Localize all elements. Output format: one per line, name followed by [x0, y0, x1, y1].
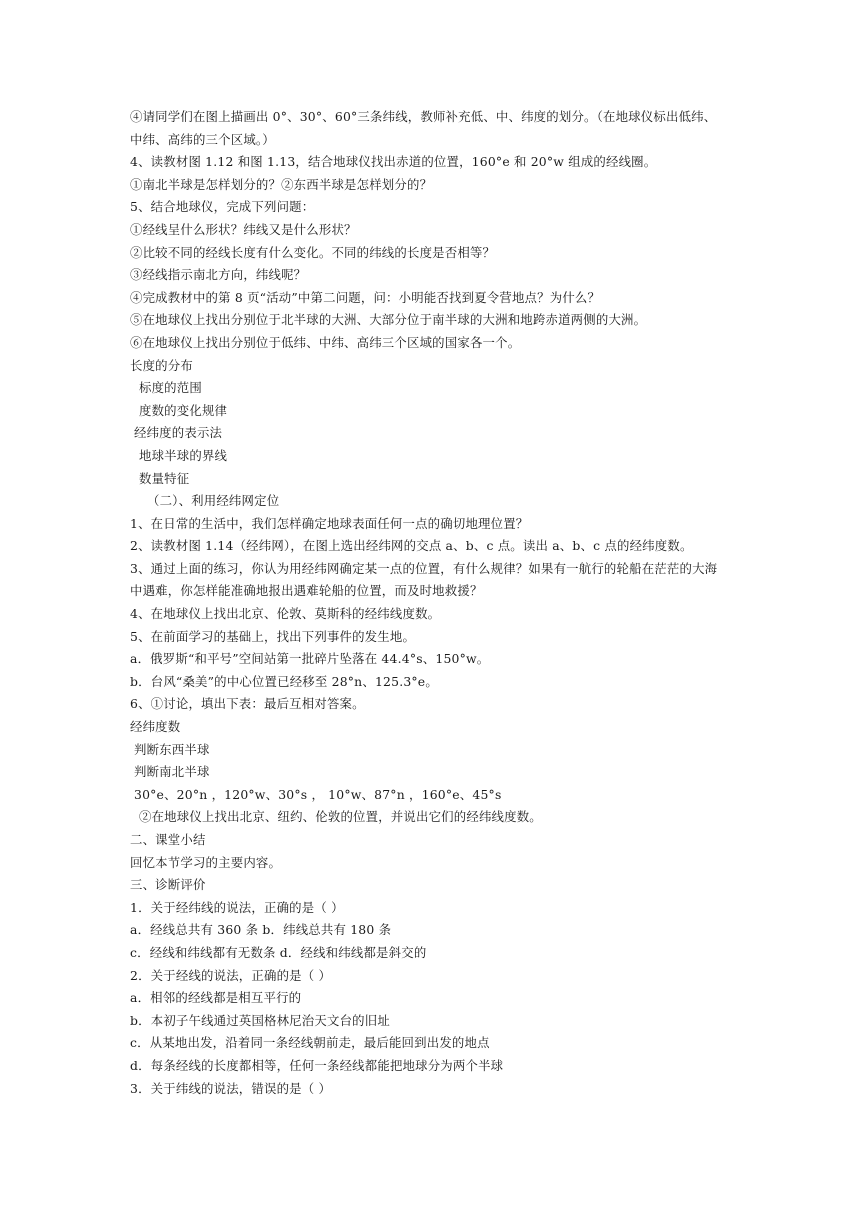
text-line: ②比较不同的经线长度有什么变化。不同的纬线的长度是否相等？ — [130, 244, 496, 260]
text-line: 5、在前面学习的基础上，找出下列事件的发生地。 — [130, 628, 416, 644]
text-line: 地球半球的界线 — [139, 447, 228, 463]
text-line: ①经线呈什么形状？纬线又是什么形状？ — [130, 221, 357, 237]
text-line: 回忆本节学习的主要内容。 — [130, 854, 282, 870]
text-line: 经纬度数 — [130, 719, 181, 735]
option-line: a．相邻的经线都是相互平行的 — [130, 990, 302, 1006]
text-line: 5、结合地球仪，完成下列问题： — [130, 199, 315, 215]
text-line: 数量特征 — [139, 470, 190, 486]
text-line: ①南北半球是怎样划分的？②东西半球是怎样划分的？ — [130, 176, 433, 192]
option-line: d．每条经线的长度都相等，任何一条经线都能把地球分为两个半球 — [130, 1057, 504, 1073]
option-line: a．经线总共有 360 条 b．纬线总共有 180 条 — [130, 922, 392, 938]
section-heading: （二）、利用经纬网定位 — [147, 493, 280, 509]
question-line: 1．关于经纬线的说法，正确的是（ ） — [130, 899, 344, 915]
text-line: b．台风“桑美”的中心位置已经移至 28°n、125.3°e。 — [130, 673, 438, 689]
text-line: ④请同学们在图上描画出 0°、30°、60°三条纬线，教师补充低、中、纬度的划分。（在地球仪标出低纬、 — [130, 109, 717, 124]
text-line: 标度的范围 — [139, 380, 202, 396]
text-line: ⑤在地球仪上找出分别位于北半球的大洲、大部分位于南半球的大洲和地跨赤道两侧的大洲。 — [130, 312, 647, 328]
text-line: ②在地球仪上找出北京、纽约、伦敦的位置，并说出它们的经纬线度数。 — [139, 809, 542, 825]
section-heading: 二、课堂小结 — [130, 832, 206, 847]
text-line: 4、在地球仪上找出北京、伦敦、莫斯科的经纬线度数。 — [130, 606, 441, 622]
text-line: a．俄罗斯“和平号”空间站第一批碎片坠落在 44.4°s、150°w。 — [130, 651, 490, 667]
text-line: 长度的分布 — [130, 357, 193, 373]
document-page — [130, 106, 730, 1100]
text-line: ③经线指示南北方向，纬线呢？ — [130, 267, 307, 283]
text-line: 30°e、20°n ，120°w、30°s ， 10°w、87°n ，160°e、45°s — [134, 786, 502, 802]
question-line: 2．关于经线的说法，正确的是（ ） — [130, 967, 332, 983]
option-line: c．从某地出发，沿着同一条经线朝前走，最后能回到出发的地点 — [130, 1035, 490, 1051]
text-line: 6、①讨论，填出下表：最后互相对答案。 — [130, 696, 365, 712]
section-heading: 三、诊断评价 — [130, 877, 206, 893]
text-line: 1、在日常的生活中，我们怎样确定地球表面任何一点的确切地理位置？ — [130, 515, 529, 531]
text-line: 中遇难，你怎样能准确地报出遇难轮船的位置，而及时地救援？ — [130, 583, 483, 599]
text-line: ⑥在地球仪上找出分别位于低纬、中纬、高纬三个区域的国家各一个。 — [130, 334, 521, 350]
text-line: 4、读教材图 1.12 和图 1.13，结合地球仪找出赤道的位置，160°e 和 20°w 组成的经线圈。 — [130, 154, 657, 170]
text-line: 经纬度的表示法 — [134, 425, 223, 441]
text-line: 中纬、高纬的三个区域。） — [130, 131, 275, 147]
text-line: 2、读教材图 1.14（经纬网），在图上选出经纬网的交点 a、b、c 点。读出 a、b、c 点的经纬度数。 — [130, 538, 693, 554]
text-line: 判断东西半球 — [134, 741, 210, 757]
question-line: 3．关于纬线的说法，错误的是（ ） — [130, 1080, 332, 1096]
text-line: ④完成教材中的第 8 页“活动”中第二问题，问：小明能否找到夏令营地点？为什么？ — [130, 289, 601, 305]
text-line: 度数的变化规律 — [139, 402, 228, 418]
text-line: 判断南北半球 — [134, 764, 210, 780]
option-line: b．本初子午线通过英国格林尼治天文台的旧址 — [130, 1012, 390, 1028]
option-line: c．经线和纬线都有无数条 d．经线和纬线都是斜交的 — [130, 944, 427, 960]
text-line: 3、通过上面的练习，你认为用经纬网确定某一点的位置，有什么规律？如果有一航行的轮船在茫茫的大海 — [130, 560, 718, 576]
